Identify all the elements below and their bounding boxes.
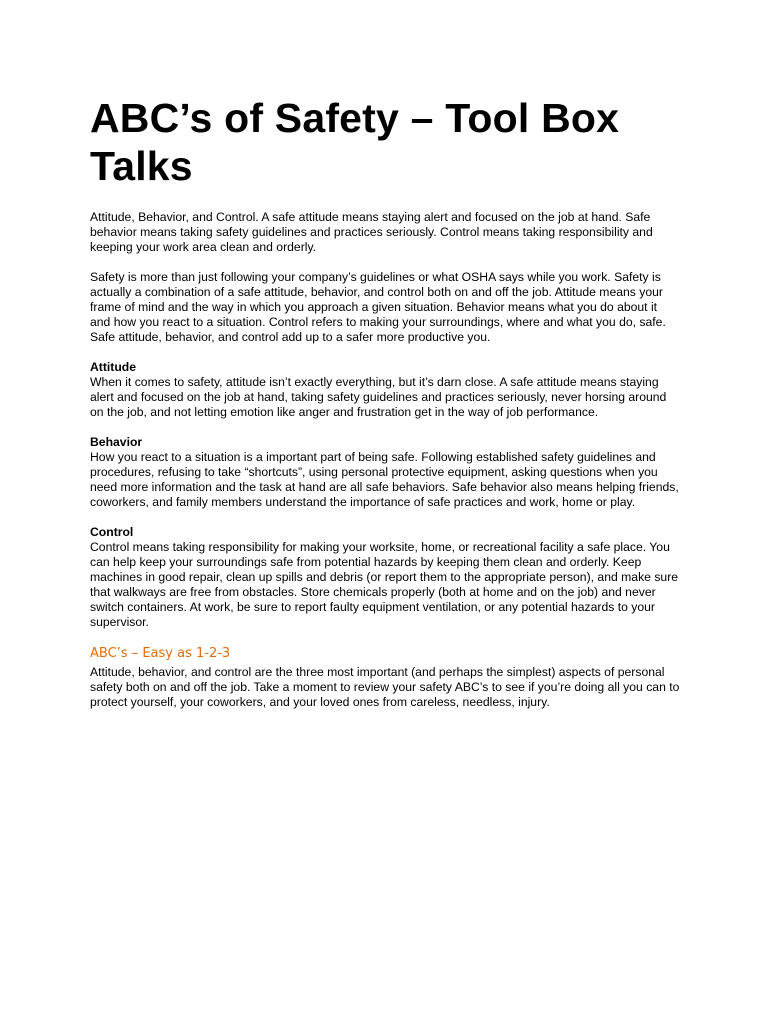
intro-paragraph-1: Attitude, Behavior, and Control. A safe attitude means staying alert and focused on the job at hand. Safe behavior means taking safety guidelines and practices seriously. Control means taking responsibility and keeping your work area clean and orderly. xyxy=(90,210,653,254)
section-body-behavior: How you react to a situation is a important part of being safe. Following established safety guidelines and procedures, refusing to take “shortcuts”, using personal protective equipment, asking questions when you need more information and the task at hand are all safe behaviors. Safe behavior also means helping friends, coworkers, and family members understand the importance of safe practices and work, home or play. xyxy=(90,450,679,509)
section-heading-behavior: Behavior xyxy=(90,435,143,449)
section-heading-attitude: Attitude xyxy=(90,360,137,374)
intro-paragraph-2: Safety is more than just following your company’s guidelines or what OSHA says while you work. Safety is actually a combination of a safe attitude, behavior, and control both on and off the job. Attitude means your frame of mind and the way in which you approach a given situation. Behavior means what you do about it and how you react to a situation. Control refers to making your surroundings, where and what you do, safe. Safe attitude, behavior, and control add up to a safer more productive you. xyxy=(90,270,666,344)
section-heading-control: Control xyxy=(90,525,134,539)
closing-body: Attitude, behavior, and control are the three most important (and perhaps the simplest) aspects of personal safety both on and off the job. Take a moment to review your safety ABC’s to see if you’re doing all you can to protect yourself, your coworkers, and your loved ones from careless, needless, injury. xyxy=(90,665,680,709)
section-control xyxy=(90,525,680,630)
closing-heading: ABC’s – Easy as 1-2-3 xyxy=(90,646,231,661)
section-attitude xyxy=(90,360,680,420)
section-body-control: Control means taking responsibility for making your worksite, home, or recreational facility a safe place. You can help keep your surroundings safe from potential hazards by keeping them clean and orderly. Keep machines in good repair, clean up spills and debris (or report them to the appropriate person), and make sure that walkways are free from obstacles. Store chemicals properly (both at home and on the job) and never switch containers. At work, be sure to report faulty equipment ventilation, or any potential hazards to your supervisor. xyxy=(90,540,679,629)
section-body-attitude: When it comes to safety, attitude isn’t exactly everything, but it’s darn close. A safe attitude means staying alert and focused on the job at hand, taking safety guidelines and practices seriously, never horsing around on the job, and not letting emotion like anger and frustration get in the way of job performance. xyxy=(90,375,667,419)
section-closing xyxy=(90,645,680,710)
document-title: ABC’s of Safety – Tool Box Talks xyxy=(90,95,620,189)
section-behavior xyxy=(90,435,680,510)
document-page xyxy=(90,94,680,725)
